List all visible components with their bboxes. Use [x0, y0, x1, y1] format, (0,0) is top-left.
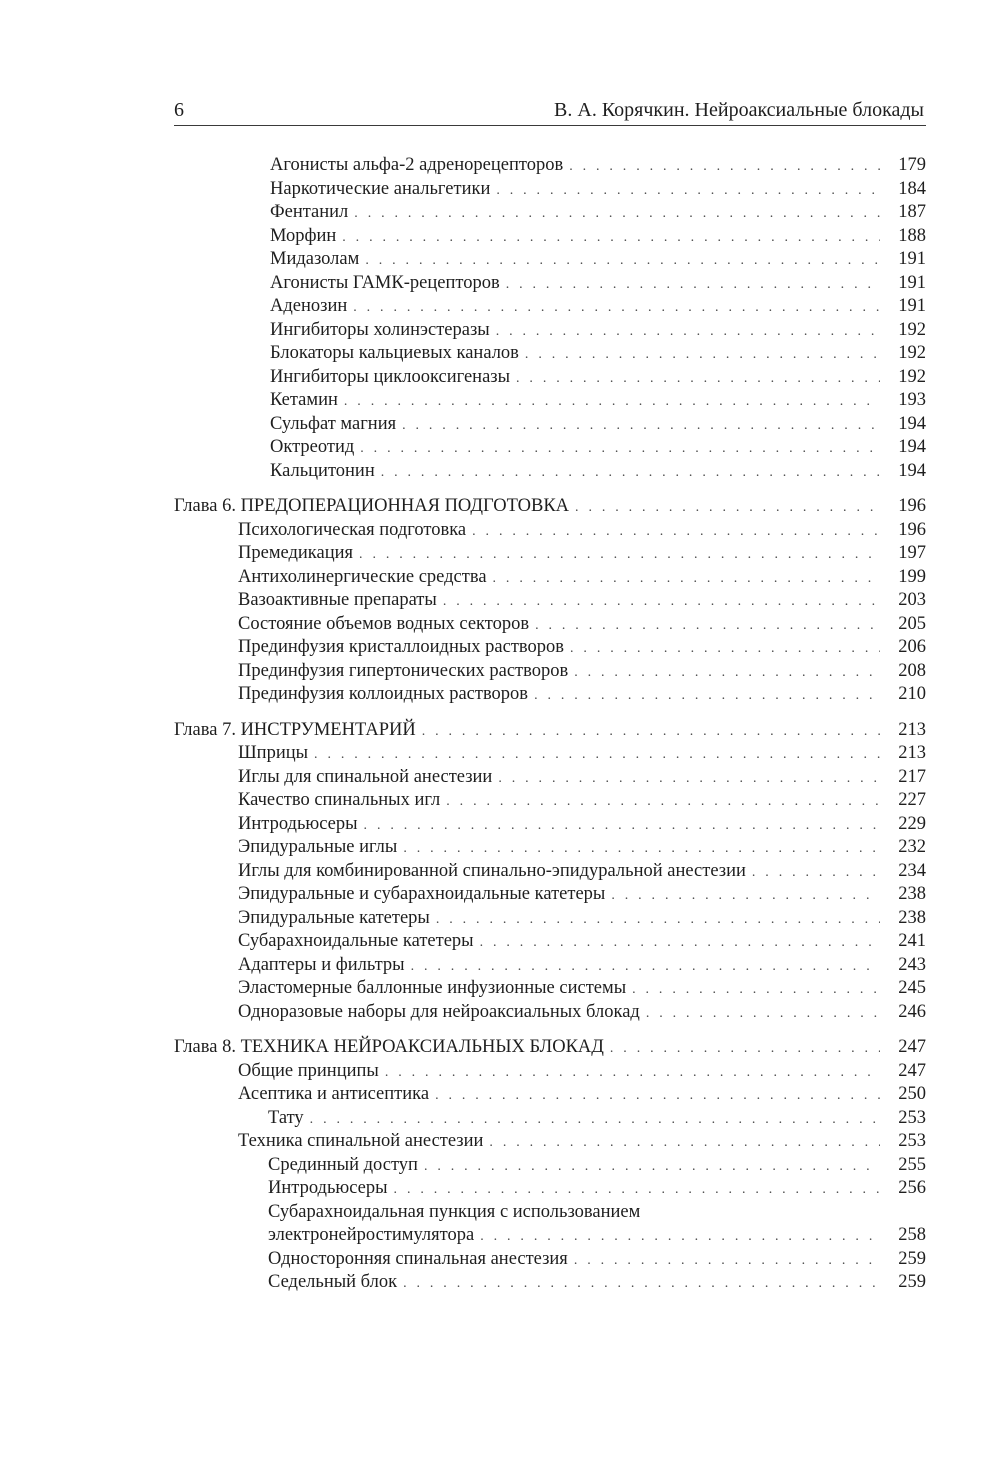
toc-entry-title: Адаптеры и фильтры: [238, 954, 411, 978]
toc-entry: [174, 272, 926, 296]
toc-entry-page: 243: [880, 954, 926, 978]
toc-entry-page: 191: [880, 272, 926, 296]
toc-entry-title: Эпидуральные иглы: [238, 836, 403, 860]
toc-entry: [174, 1177, 926, 1201]
toc-entry: [174, 1201, 926, 1225]
dot-leader: [506, 273, 880, 297]
toc-entry-title: Сульфат магния: [270, 413, 402, 437]
toc-entry-page: 245: [880, 977, 926, 1001]
toc-entry-page: 196: [880, 519, 926, 543]
toc-entry-title: Антихолинергические средства: [238, 566, 493, 590]
dot-leader: [535, 614, 880, 638]
toc-entry-page: 197: [880, 542, 926, 566]
toc-entry-title: Эпидуральные катетеры: [238, 907, 436, 931]
toc-entry-title: электронейростимулятора: [268, 1224, 480, 1248]
toc-entry-page: 217: [880, 766, 926, 790]
toc-entry-title: Прединфузия гипертонических растворов: [238, 660, 574, 684]
dot-leader: [381, 461, 880, 485]
toc-entry-page: 259: [880, 1271, 926, 1295]
toc-entry-page: 206: [880, 636, 926, 660]
toc-entry-title: Интродьюсеры: [238, 813, 364, 837]
dot-leader: [525, 343, 880, 367]
toc-entry-page: 213: [880, 719, 926, 743]
dot-leader: [411, 955, 880, 979]
dot-leader: [436, 908, 880, 932]
dot-leader: [353, 296, 880, 320]
dot-leader: [364, 814, 880, 838]
dot-leader: [424, 1155, 880, 1179]
toc-entry-page: 192: [880, 342, 926, 366]
toc-entry-page: 238: [880, 883, 926, 907]
dot-leader: [403, 1272, 880, 1296]
toc-entry-page: 187: [880, 201, 926, 225]
toc-entry-title: Ингибиторы холинэстеразы: [270, 319, 496, 343]
toc-entry-title: Общие принципы: [238, 1060, 385, 1084]
toc-entry-title: Психологическая подготовка: [238, 519, 472, 543]
toc-entry: [174, 636, 926, 660]
toc-entry: [174, 178, 926, 202]
toc-entry-page: 234: [880, 860, 926, 884]
toc-entry: [174, 589, 926, 613]
toc-entry: [174, 295, 926, 319]
toc-entry-page: 250: [880, 1083, 926, 1107]
toc-entry-title: Глава 7. ИНСТРУМЕНТАРИЙ: [174, 719, 422, 743]
toc-entry-title: Состояние объемов водных секторов: [238, 613, 535, 637]
toc-entry: [174, 154, 926, 178]
dot-leader: [570, 637, 880, 661]
toc-entry-title: Иглы для комбинированной спинально-эпидуральной анестезии: [238, 860, 752, 884]
dot-leader: [394, 1178, 880, 1202]
toc-entry-page: 256: [880, 1177, 926, 1201]
toc-entry-page: 227: [880, 789, 926, 813]
toc-entry: [174, 519, 926, 543]
toc-entry: [174, 225, 926, 249]
toc-entry-page: 258: [880, 1224, 926, 1248]
toc-entry-page: 191: [880, 295, 926, 319]
toc-entry-title: Аденозин: [270, 295, 353, 319]
toc-entry-title: Эпидуральные и субарахноидальные катетеры: [238, 883, 611, 907]
toc-entry-title: Фентанил: [270, 201, 354, 225]
toc-entry-page: 192: [880, 366, 926, 390]
toc-entry: [174, 389, 926, 413]
dot-leader: [422, 720, 880, 744]
toc-entry-title: Прединфузия кристаллоидных растворов: [238, 636, 570, 660]
toc-entry-title: Агонисты альфа-2 адренорецепторов: [270, 154, 569, 178]
toc-entry-page: 199: [880, 566, 926, 590]
toc-entry: [174, 342, 926, 366]
toc-entry-page: 210: [880, 683, 926, 707]
toc-entry-page: 247: [880, 1060, 926, 1084]
toc-entry-page: 208: [880, 660, 926, 684]
toc-entry-page: 253: [880, 1130, 926, 1154]
page-number: 6: [174, 99, 184, 121]
toc-entry: [174, 413, 926, 437]
dot-leader: [403, 837, 880, 861]
dot-leader: [446, 790, 880, 814]
toc-entry-page: 192: [880, 319, 926, 343]
dot-leader: [496, 179, 880, 203]
dot-leader: [402, 414, 880, 438]
dot-leader: [354, 202, 880, 226]
toc-entry-page: 246: [880, 1001, 926, 1025]
toc-entry-title: Мидазолам: [270, 248, 365, 272]
toc-entry-title: Седельный блок: [268, 1271, 403, 1295]
dot-leader: [342, 226, 880, 250]
toc-entry-title: Иглы для спинальной анестезии: [238, 766, 498, 790]
toc-entry: [174, 907, 926, 931]
toc-entry-page: 205: [880, 613, 926, 637]
toc-entry: [174, 436, 926, 460]
toc-entry-title: Глава 8. ТЕХНИКА НЕЙРОАКСИАЛЬНЫХ БЛОКАД: [174, 1036, 610, 1060]
toc-entry: [174, 566, 926, 590]
toc-entry-title: Октреотид: [270, 436, 360, 460]
toc-entry: [174, 319, 926, 343]
toc-entry-page: 229: [880, 813, 926, 837]
toc-entry-title: Агонисты ГАМК-рецепторов: [270, 272, 506, 296]
toc-entry-title: Шприцы: [238, 742, 314, 766]
toc-entry: [174, 1248, 926, 1272]
toc-entry-title: Одноразовые наборы для нейроаксиальных блокад: [238, 1001, 646, 1025]
dot-leader: [646, 1002, 880, 1026]
toc-entry-page: 253: [880, 1107, 926, 1131]
toc-entry: [174, 366, 926, 390]
toc-entry-title: Односторонняя спинальная анестезия: [268, 1248, 574, 1272]
toc-entry-page: 188: [880, 225, 926, 249]
toc-entry: [174, 860, 926, 884]
toc-entry-page: 213: [880, 742, 926, 766]
toc-entry-title: Морфин: [270, 225, 342, 249]
toc-entry-title: Эластомерные баллонные инфузионные системы: [238, 977, 632, 1001]
toc-entry: [174, 813, 926, 837]
toc-entry-page: 194: [880, 436, 926, 460]
toc-entry-title: Кальцитонин: [270, 460, 381, 484]
toc-entry: [174, 1154, 926, 1178]
toc-entry: [174, 201, 926, 225]
dot-leader: [574, 1249, 880, 1273]
toc-entry-page: 247: [880, 1036, 926, 1060]
toc-entry-title: Качество спинальных игл: [238, 789, 446, 813]
toc-entry-title: Интродьюсеры: [268, 1177, 394, 1201]
toc-entry: [174, 930, 926, 954]
toc-entry-page: 232: [880, 836, 926, 860]
toc-entry: [174, 742, 926, 766]
toc-entry-title: Техника спинальной анестезии: [238, 1130, 489, 1154]
dot-leader: [574, 661, 880, 685]
toc-entry-title: Субарахноидальные катетеры: [238, 930, 480, 954]
toc-entry-page: 196: [880, 495, 926, 519]
toc-entry-title: Наркотические анальгетики: [270, 178, 496, 202]
toc-entry: [174, 954, 926, 978]
page-header: [174, 95, 926, 126]
toc-entry: [174, 660, 926, 684]
toc-entry: [174, 883, 926, 907]
toc-chapter: [174, 719, 926, 743]
dot-leader: [569, 155, 880, 179]
toc-entry: [174, 460, 926, 484]
toc-entry: [174, 542, 926, 566]
dot-leader: [360, 437, 880, 461]
dot-leader: [752, 861, 880, 885]
toc-entry: [174, 1060, 926, 1084]
dot-leader: [534, 684, 880, 708]
dot-leader: [575, 496, 880, 520]
dot-leader: [435, 1084, 880, 1108]
dot-leader: [480, 931, 880, 955]
toc-entry-title: Блокаторы кальциевых каналов: [270, 342, 525, 366]
toc-entry: [174, 1224, 926, 1248]
toc-entry-title: Тату: [268, 1107, 310, 1131]
toc-chapter: [174, 495, 926, 519]
toc-entry-page: 179: [880, 154, 926, 178]
toc-entry-title: Прединфузия коллоидных растворов: [238, 683, 534, 707]
dot-leader: [365, 249, 880, 273]
toc-entry: [174, 836, 926, 860]
toc-chapter: [174, 1036, 926, 1060]
toc-entry-page: 238: [880, 907, 926, 931]
toc-entry-page: 191: [880, 248, 926, 272]
dot-leader: [472, 520, 880, 544]
table-of-contents: [174, 154, 926, 1295]
toc-entry-title: Вазоактивные препараты: [238, 589, 443, 613]
toc-entry: [174, 1001, 926, 1025]
toc-entry-title: Субарахноидальная пункция с использованием: [268, 1201, 646, 1225]
toc-entry-title: Премедикация: [238, 542, 359, 566]
toc-entry: [174, 683, 926, 707]
dot-leader: [610, 1037, 880, 1061]
dot-leader: [443, 590, 880, 614]
toc-entry: [174, 977, 926, 1001]
toc-entry: [174, 1130, 926, 1154]
toc-entry-page: 203: [880, 589, 926, 613]
dot-leader: [611, 884, 880, 908]
toc-entry: [174, 766, 926, 790]
toc-entry-page: 259: [880, 1248, 926, 1272]
toc-entry: [174, 248, 926, 272]
toc-entry: [174, 1083, 926, 1107]
dot-leader: [480, 1225, 880, 1249]
toc-entry: [174, 1271, 926, 1295]
toc-entry-page: 193: [880, 389, 926, 413]
toc-entry-page: 255: [880, 1154, 926, 1178]
running-title: В. А. Корячкин. Нейроаксиальные блокады: [554, 99, 924, 121]
toc-entry-title: Асептика и антисептика: [238, 1083, 435, 1107]
dot-leader: [385, 1061, 880, 1085]
dot-leader: [314, 743, 880, 767]
dot-leader: [489, 1131, 880, 1155]
toc-entry: [174, 789, 926, 813]
dot-leader: [310, 1108, 880, 1132]
toc-entry-title: Кетамин: [270, 389, 344, 413]
toc-entry-title: Глава 6. ПРЕДОПЕРАЦИОННАЯ ПОДГОТОВКА: [174, 495, 575, 519]
dot-leader: [496, 320, 880, 344]
dot-leader: [632, 978, 880, 1002]
toc-entry-page: 194: [880, 460, 926, 484]
dot-leader: [516, 367, 880, 391]
dot-leader: [493, 567, 880, 591]
dot-leader: [344, 390, 880, 414]
toc-entry: [174, 613, 926, 637]
toc-entry-page: 241: [880, 930, 926, 954]
toc-entry-page: 184: [880, 178, 926, 202]
toc-entry: [174, 1107, 926, 1131]
dot-leader: [498, 767, 880, 791]
toc-entry-title: Срединный доступ: [268, 1154, 424, 1178]
dot-leader: [359, 543, 880, 567]
toc-entry-page: 194: [880, 413, 926, 437]
toc-entry-title: Ингибиторы циклооксигеназы: [270, 366, 516, 390]
